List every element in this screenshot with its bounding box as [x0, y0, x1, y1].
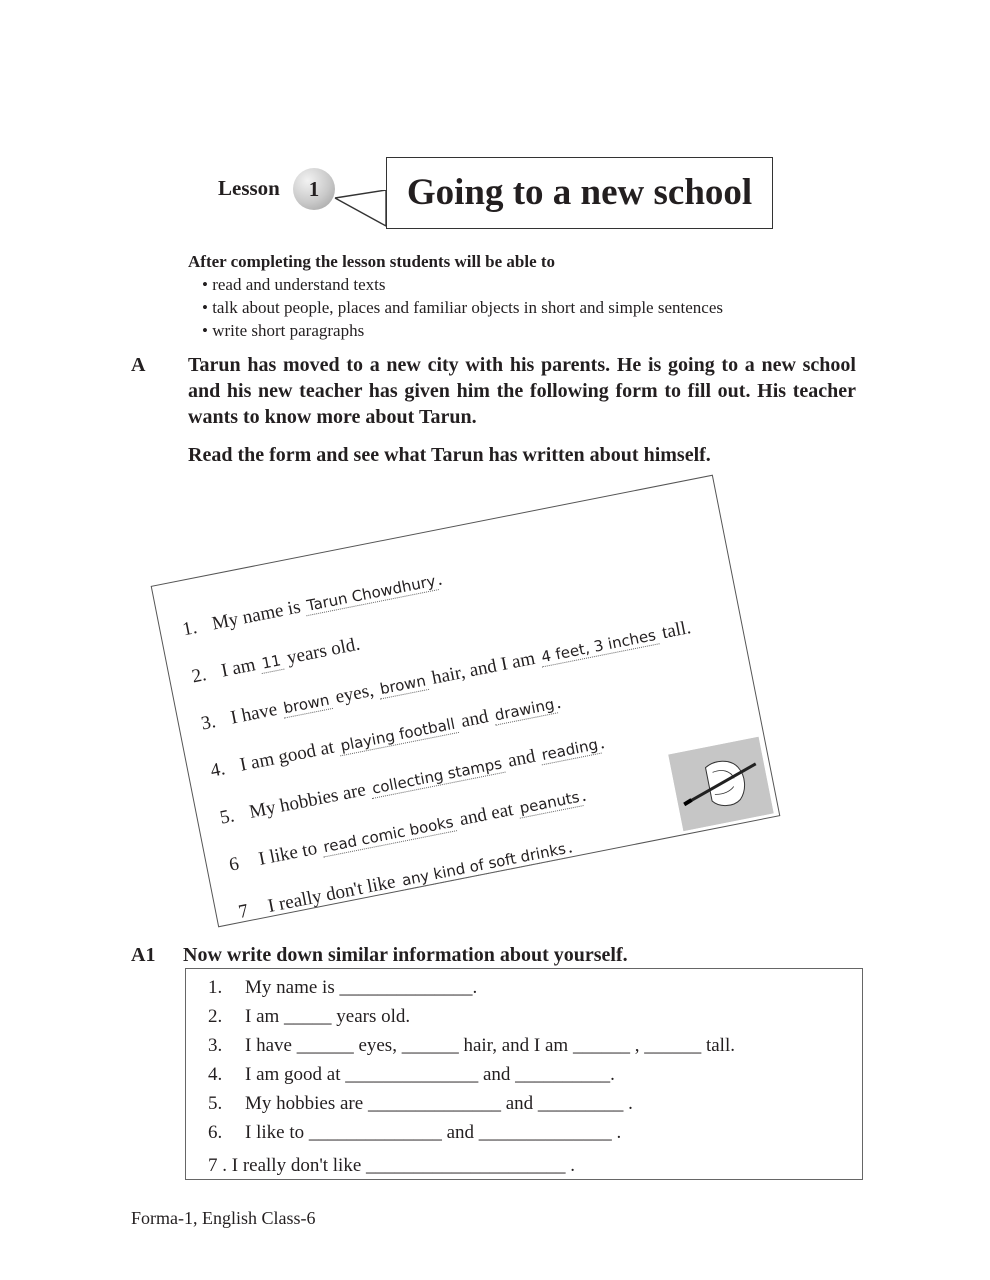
exercise-line-text: I am _____ years old. [245, 1006, 411, 1027]
objectives-heading: After completing the lesson students will be able to [188, 252, 556, 271]
form-row-number: 4. [208, 758, 227, 782]
handwritten-answer: 11 [258, 651, 284, 674]
exercise-line-text: 7 . I really don't like _____________________ . [208, 1155, 576, 1176]
form-text: I have [228, 698, 284, 729]
objective-item: • talk about people, places and familiar objects in short and simple sentences [202, 298, 723, 317]
form-text: . [565, 836, 575, 858]
lesson-label: Lesson [218, 176, 280, 200]
form-text: eyes, [328, 678, 381, 709]
exercise-line-number: 6. [208, 1122, 223, 1143]
exercise-line-number: 1. [208, 977, 223, 998]
form-text: years old. [280, 633, 362, 670]
form-text: hair, and I am [425, 646, 542, 690]
section-a-label: A [131, 354, 146, 376]
form-text: and [454, 705, 495, 733]
form-row-number: 1. [180, 616, 199, 641]
form-row-number: 7 [236, 900, 251, 923]
form-text: I am [219, 653, 262, 682]
handwritten-answer: Tarun Chowdhury [303, 571, 439, 616]
exercise-line[interactable] [208, 977, 477, 999]
page-footer: Forma-1, English Class-6 [131, 1208, 316, 1228]
objective-item: • read and understand texts [202, 275, 386, 294]
exercise-line[interactable] [208, 1006, 410, 1028]
exercise-line[interactable] [208, 1122, 621, 1144]
handwritten-answer: read comic books [320, 812, 457, 857]
handwritten-answer: brown [376, 671, 429, 699]
form-row-number: 6 [227, 853, 241, 876]
form-text: . [597, 732, 607, 754]
form-text: I am good at [238, 735, 341, 776]
form-text: I like to [256, 836, 324, 870]
section-a1-instruction: Now write down similar information about yourself. [183, 944, 628, 966]
handwritten-answer: collecting stamps [369, 754, 506, 799]
exercise-line-text: My hobbies are ______________ and _________ . [245, 1093, 633, 1114]
exercise-line-number: 4. [208, 1064, 223, 1085]
handwritten-answer: brown [280, 690, 333, 718]
exercise-line-number: 5. [208, 1093, 223, 1114]
exercise-line[interactable] [208, 1155, 575, 1177]
form-row [190, 634, 362, 689]
handwritten-answer: peanuts [516, 788, 583, 819]
form-text: I really don't like [266, 870, 402, 918]
handwritten-answer: any kind of soft drinks [398, 839, 569, 891]
exercise-line-number: 3. [208, 1035, 223, 1056]
handwritten-answer: drawing [491, 695, 558, 726]
form-text: and [501, 744, 542, 773]
exercise-line[interactable] [208, 1093, 633, 1115]
objective-item: • write short paragraphs [202, 321, 365, 340]
exercise-line-text: I like to ______________ and ______________ . [245, 1122, 622, 1143]
form-text: My name is [210, 595, 307, 635]
hand-writing-pen-illustration [668, 737, 773, 831]
lesson-title: Going to a new school [386, 157, 773, 229]
section-a1-label: A1 [131, 944, 156, 966]
handwritten-answer: playing football [337, 714, 459, 756]
exercise-line-number: 2. [208, 1006, 223, 1027]
handwritten-answer: reading [538, 735, 602, 765]
form-text: tall. [655, 617, 693, 645]
exercise-line-text: I have ______ eyes, ______ hair, and I am ______ , ______ tall. [245, 1035, 735, 1056]
form-row-number: 2. [190, 664, 209, 688]
handwritten-answer: 4 feet, 3 inches [538, 626, 660, 668]
form-row-number: 3. [199, 711, 218, 735]
form-text: and eat [453, 798, 520, 832]
form-text: . [553, 691, 563, 714]
exercise-line[interactable] [208, 1035, 735, 1057]
form-row-number: 5. [218, 805, 237, 829]
tarun-form-card [151, 475, 781, 928]
form-text: My hobbies are [247, 778, 373, 823]
form-row [181, 568, 444, 641]
section-a-text: Tarun has moved to a new city with his parents. He is going to a new school and his new teacher has given him the following form to fill out. His teacher wants to know more about Tarun. [188, 354, 856, 428]
read-instruction: Read the form and see what Tarun has written about himself. [188, 444, 711, 466]
form-text: . [435, 568, 444, 590]
exercise-line[interactable] [208, 1064, 615, 1086]
exercise-line-text: My name is ______________. [245, 977, 478, 998]
lesson-number-badge: 1 [293, 168, 335, 210]
form-text: . [579, 784, 588, 807]
exercise-line-text: I am good at ______________ and __________. [245, 1064, 615, 1085]
